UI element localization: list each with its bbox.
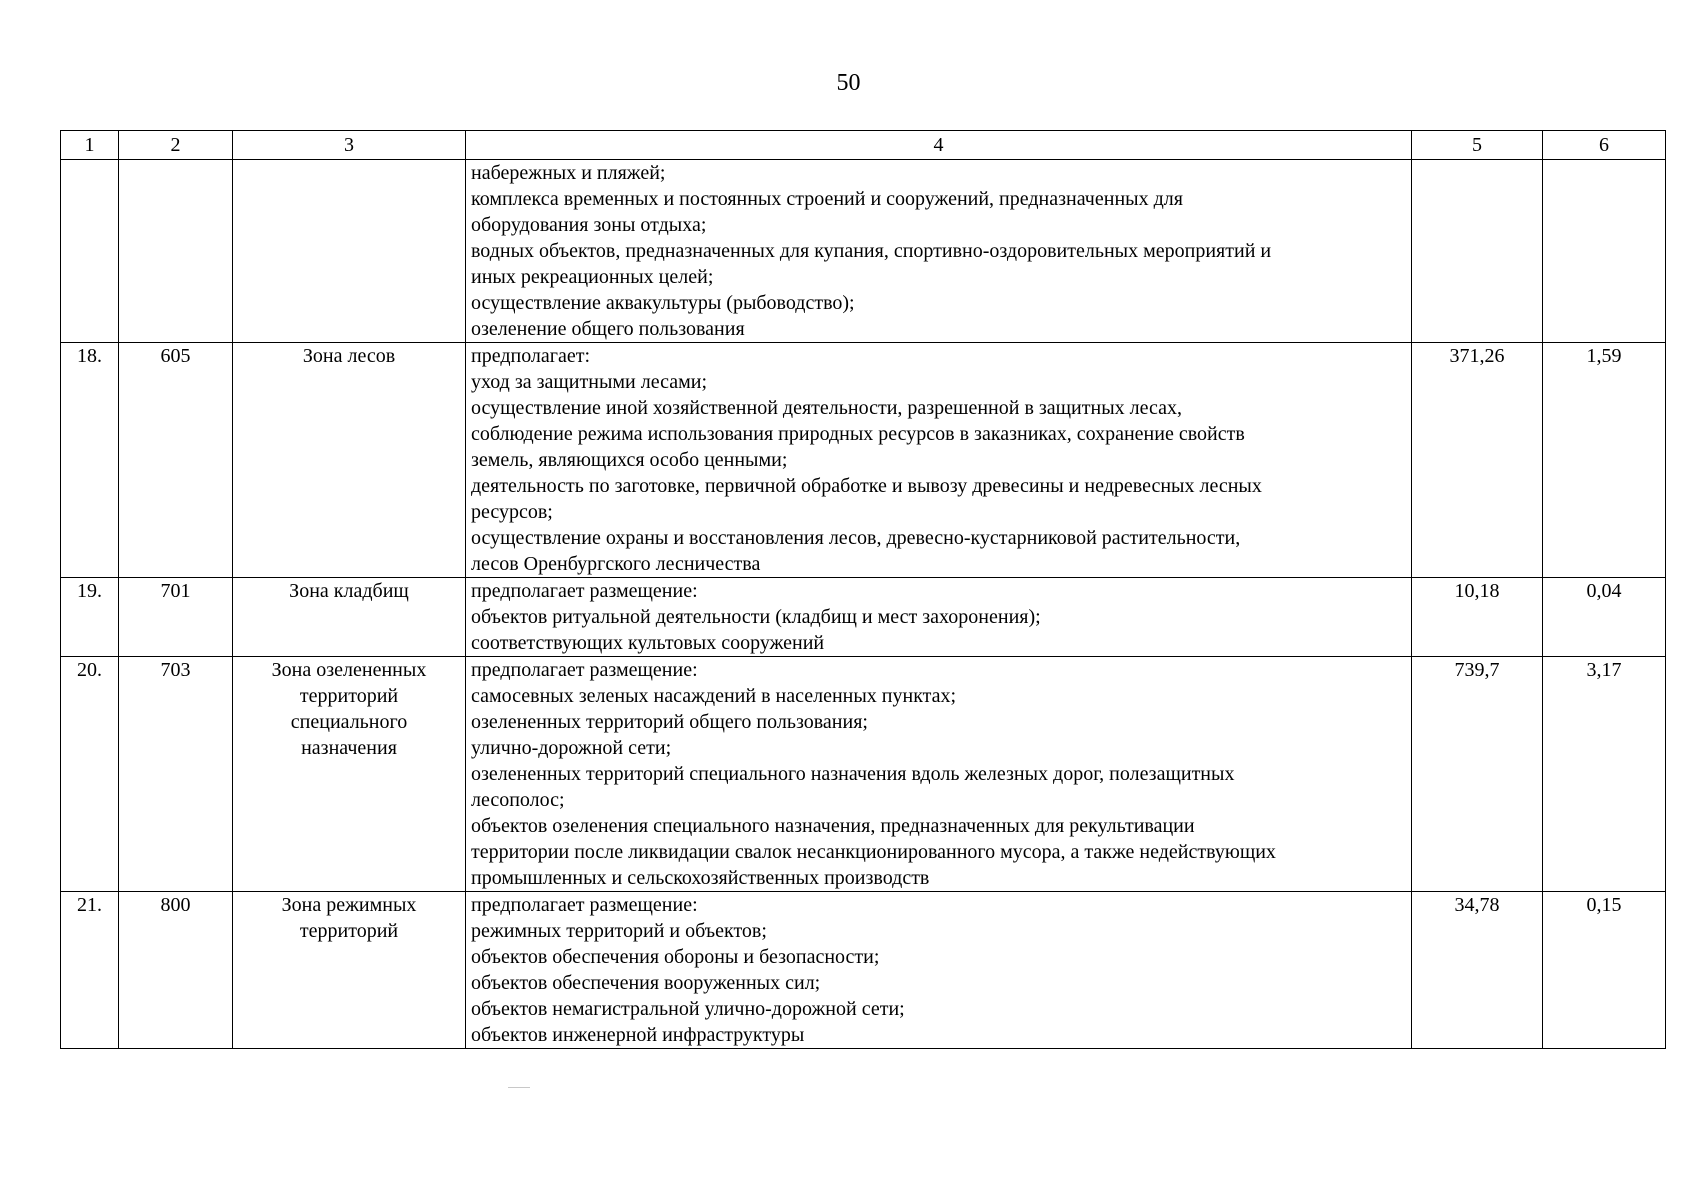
description-line: предполагает размещение: [471,894,698,916]
zone-area: 739,7 [1412,657,1543,892]
header-col-6: 6 [1543,131,1666,160]
zone-name-line: Зона озелененных [271,659,427,681]
scan-mark [508,1087,530,1088]
header-col-3: 3 [233,131,466,160]
zone-name [233,657,466,892]
zone-description [466,657,1412,892]
zone-percent [1543,160,1666,343]
table-row [61,892,1666,1049]
zone-code: 800 [119,892,233,1049]
zone-code: 605 [119,343,233,578]
description-line: объектов ритуальной деятельности (кладбищ и мест захоронения); [471,606,1041,628]
header-col-1: 1 [61,131,119,160]
zone-name-line: Зона лесов [302,345,396,367]
row-number: 20. [61,657,119,892]
zone-description [466,892,1412,1049]
row-number: 19. [61,578,119,657]
table-row [61,657,1666,892]
description-line: осуществление аквакультуры (рыбоводство); [471,292,855,314]
row-number: 21. [61,892,119,1049]
description-line: промышленных и сельскохозяйственных производств [471,867,930,889]
description-line: оборудования зоны отдыха; [471,214,707,236]
description-line: водных объектов, предназначенных для купания, спортивно-оздоровительных мероприятий и [471,240,1272,262]
table-header-row [61,131,1666,160]
description-line: уход за защитными лесами; [471,371,708,393]
description-line: озеленение общего пользования [471,318,745,340]
zone-area [1412,160,1543,343]
zone-area: 34,78 [1412,892,1543,1049]
zones-table [60,130,1666,1049]
zone-percent: 0,04 [1543,578,1666,657]
zone-code: 701 [119,578,233,657]
description-line: осуществление охраны и восстановления лесов, древесно-кустарниковой растительности, [471,527,1241,549]
description-line: набережных и пляжей; [471,162,666,184]
zone-name-line: территорий [299,920,399,942]
description-line: объектов немагистральной улично-дорожной сети; [471,998,905,1020]
description-line: лесов Оренбургского лесничества [471,553,761,575]
description-line: предполагает размещение: [471,580,698,602]
zone-area: 371,26 [1412,343,1543,578]
zone-name-line: территорий [299,685,399,707]
description-line: территории после ликвидации свалок несанкционированного мусора, а также недействующих [471,841,1276,863]
description-line: соответствующих культовых сооружений [471,632,825,654]
description-line: озелененных территорий общего пользования; [471,711,868,733]
zone-name [233,892,466,1049]
description-line: иных рекреационных целей; [471,266,714,288]
zone-name-line: специального [290,711,408,733]
description-line: соблюдение режима использования природных ресурсов в заказниках, сохранение свойств [471,423,1245,445]
zone-name [233,343,466,578]
zone-description [466,160,1412,343]
description-line: улично-дорожной сети; [471,737,672,759]
zone-percent: 3,17 [1543,657,1666,892]
description-line: режимных территорий и объектов; [471,920,767,942]
description-line: самосевных зеленых насаждений в населенных пунктах; [471,685,957,707]
description-line: объектов обеспечения вооруженных сил; [471,972,821,994]
zone-description [466,578,1412,657]
zone-percent: 0,15 [1543,892,1666,1049]
table-row [61,343,1666,578]
description-line: ресурсов; [471,501,553,523]
description-line: земель, являющихся особо ценными; [471,449,788,471]
header-col-4: 4 [466,131,1412,160]
zone-code: 703 [119,657,233,892]
row-number: 18. [61,343,119,578]
description-line: объектов озеленения специального назначения, предназначенных для рекультивации [471,815,1195,837]
header-col-5: 5 [1412,131,1543,160]
zone-name-line: Зона кладбищ [289,580,409,602]
description-line: предполагает размещение: [471,659,698,681]
zone-area: 10,18 [1412,578,1543,657]
table-row [61,578,1666,657]
zone-name [233,160,466,343]
description-line: объектов обеспечения обороны и безопасности; [471,946,880,968]
table-row [61,160,1666,343]
description-line: предполагает: [471,345,591,367]
page-number: 50 [836,70,861,96]
row-number [61,160,119,343]
description-line: лесополос; [471,789,565,811]
description-line: объектов инженерной инфраструктуры [471,1024,805,1046]
zone-name-line: назначения [301,737,397,759]
description-line: комплекса временных и постоянных строений и сооружений, предназначенных для [471,188,1183,210]
zone-name [233,578,466,657]
header-col-2: 2 [119,131,233,160]
description-line: деятельность по заготовке, первичной обработке и вывозу древесины и недревесных лесных [471,475,1262,497]
description-line: озелененных территорий специального назначения вдоль железных дорог, полезащитных [471,763,1235,785]
zone-percent: 1,59 [1543,343,1666,578]
zone-name-line: Зона режимных [281,894,417,916]
description-line: осуществление иной хозяйственной деятельности, разрешенной в защитных лесах, [471,397,1182,419]
zone-code [119,160,233,343]
zone-description [466,343,1412,578]
